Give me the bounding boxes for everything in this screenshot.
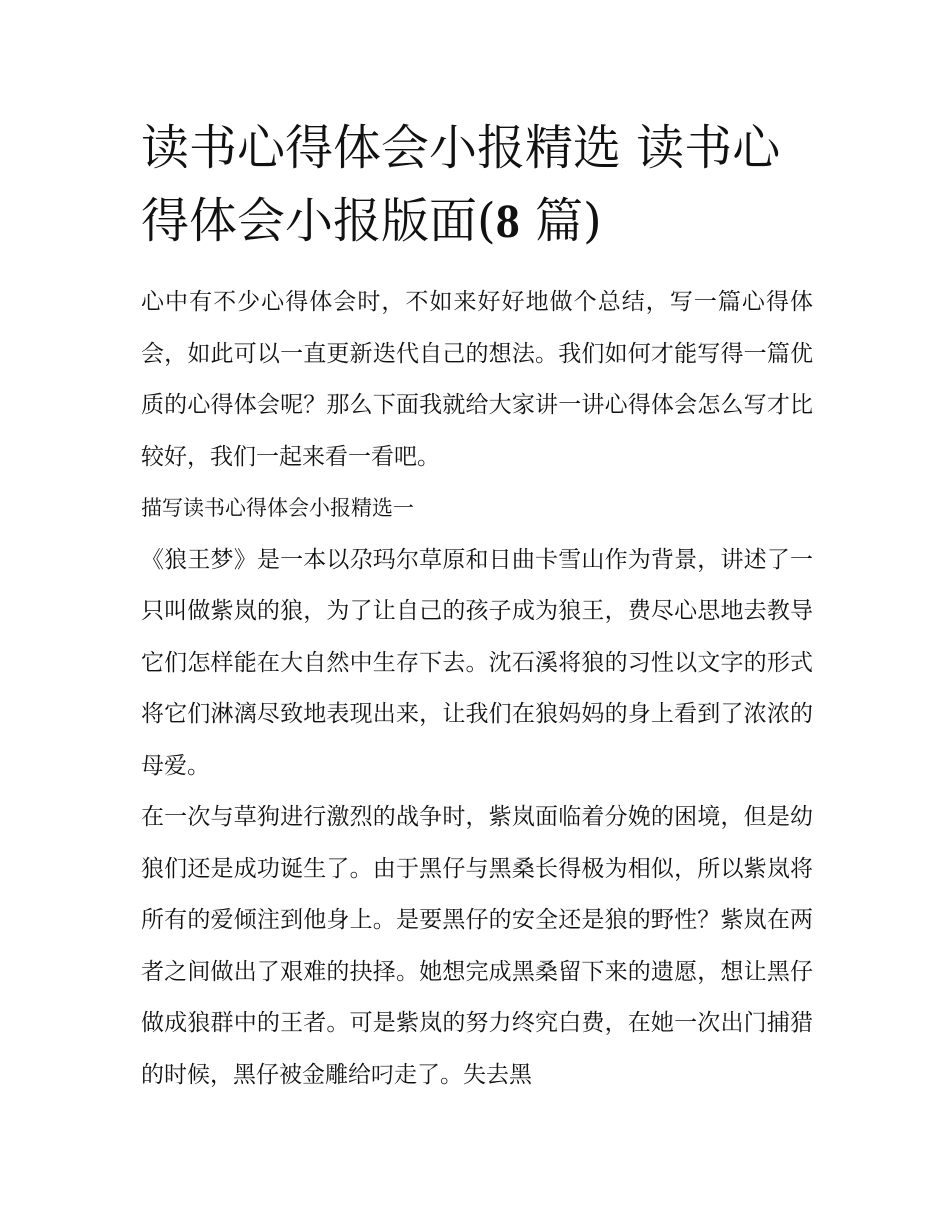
document-title	[141, 112, 813, 258]
body-paragraph-1: 《狼王梦》是一本以尕玛尔草原和日曲卡雪山作为背景，讲述了一只叫做紫岚的狼，为了让自己的孩子成为狼王，费尽心思地去教导它们怎样能在大自然中生存下去。沈石溪将狼的习性以文字的形式将它们淋漓尽致地表现出来，让我们在狼妈妈的身上看到了浓浓的母爱。	[141, 546, 813, 779]
intro-paragraph: 心中有不少心得体会时，不如来好好地做个总结，写一篇心得体会，如此可以一直更新迭代自己的想法。我们如何才能写得一篇优质的心得体会呢？那么下面我就给大家讲一讲心得体会怎么写才比较好，我们一起来看一看吧。	[141, 289, 813, 470]
body-paragraph-2: 在一次与草狗进行激烈的战争时，紫岚面临着分娩的困境，但是幼狼们还是成功诞生了。由于黑仔与黑桑长得极为相似，所以紫岚将所有的爱倾注到他身上。是要黑仔的安全还是狼的野性？紫岚在两者之间做出了艰难的抉择。她想完成黑桑留下来的遗愿，想让黑仔做成狼群中的王者。可是紫岚的努力终究白费，在她一次出门捕猎的时候，黑仔被金雕给叼走了。失去黑	[141, 804, 813, 1088]
title-number: 8	[495, 195, 520, 248]
section-heading: 描写读书心得体会小报精选一	[141, 496, 414, 520]
title-text-part1: 读书心得体会小报精选 读书心得体会小报版面(	[141, 120, 781, 249]
document-page	[141, 112, 813, 1101]
title-text-part2: 篇)	[519, 193, 602, 249]
